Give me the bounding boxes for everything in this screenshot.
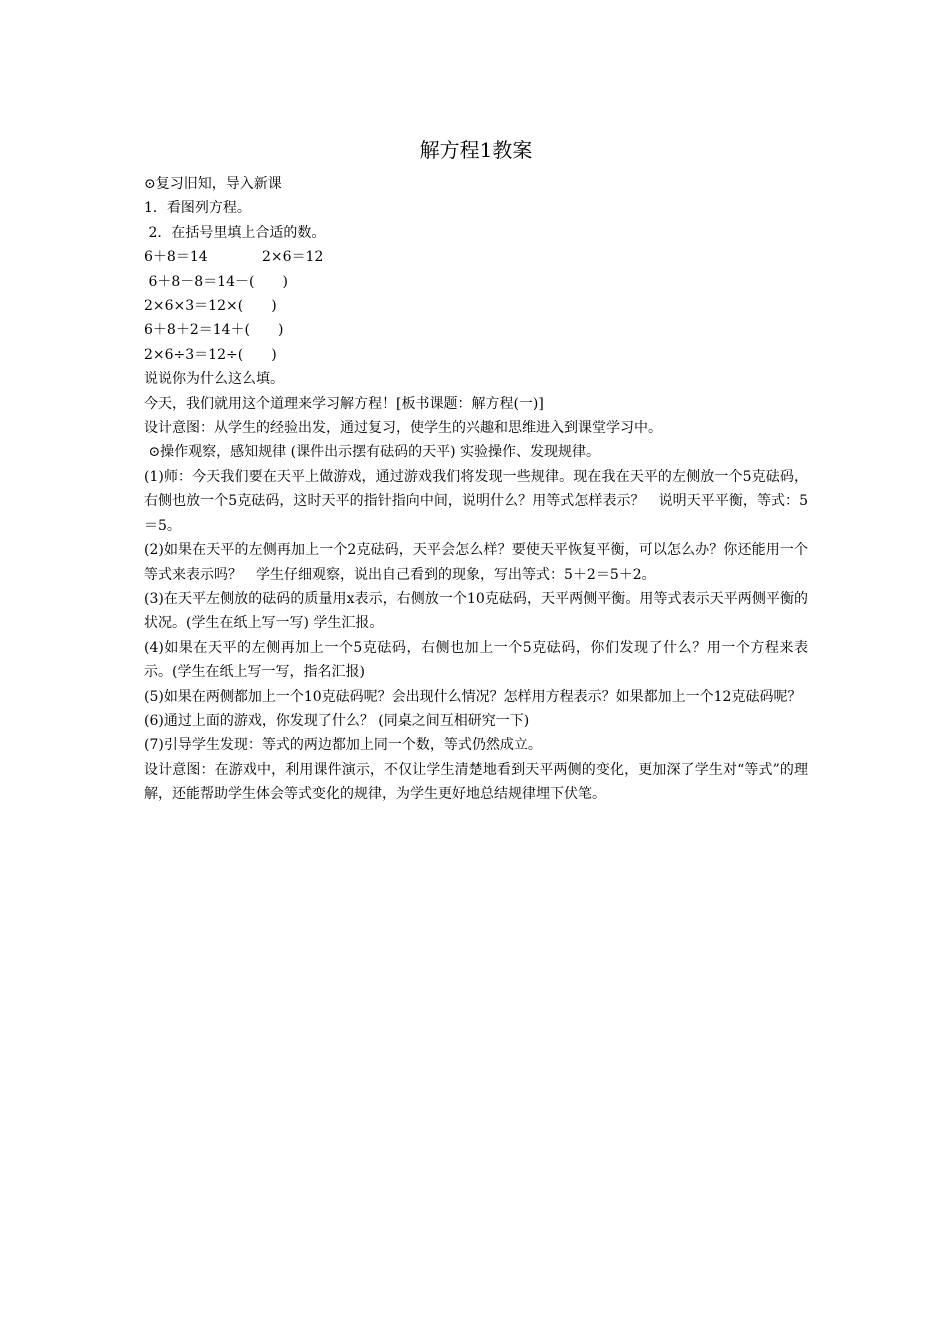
equation: 2×6×3＝12×( )	[144, 298, 277, 315]
section-heading-operation: ⊙操作观察，感知规律 (课件出示摆有砝码的天平) 实验操作、发现规律。	[144, 444, 601, 461]
list-item: 1．看图列方程。	[144, 200, 251, 217]
step-paragraph: (5)如果在两侧都加上一个10克砝码呢？会出现什么情况？怎样用方程表示？如果都加上一个12克砝码呢？	[144, 688, 802, 705]
step-paragraph: (3)在天平左侧放的砝码的质量用x表示，右侧放一个10克砝码，天平两侧平衡。用等式表示天平两侧平衡的状况。(学生在纸上写一写) 学生汇报。	[144, 590, 808, 632]
explain-line: 说说你为什么这么填。	[144, 371, 284, 388]
step-paragraph: (1)师：今天我们要在天平上做游戏，通过游戏我们将发现一些规律。现在我在天平的左侧放一个5克砝码，右侧也放一个5克砝码，这时天平的指针指向中间，说明什么？用等式怎样表示？ 说明天平平衡，等式：5＝5。	[144, 468, 808, 534]
document-title: 解方程1教案	[419, 138, 533, 162]
design-intent: 设计意图：从学生的经验出发，通过复习，使学生的兴趣和思维进入到课堂学习中。	[144, 420, 662, 437]
equation: 2×6＝12	[262, 249, 324, 266]
equation: 2×6÷3＝12÷( )	[144, 346, 277, 363]
step-paragraph: (4)如果在天平的左侧再加上一个5克砝码，右侧也加上一个5克砝码，你们发现了什么？用一个方程来表示。(学生在纸上写一写，指名汇报)	[144, 639, 808, 681]
equation-row	[144, 245, 808, 269]
document-page	[144, 132, 808, 807]
equation: 6＋8＝14	[144, 249, 208, 266]
step-paragraph: (7)引导学生发现：等式的两边都加上同一个数，等式仍然成立。	[144, 737, 542, 754]
today-line: 今天，我们就用这个道理来学习解方程！[板书课题：解方程(一)]	[144, 395, 544, 412]
section-heading-review: ⊙复习旧知，导入新课	[144, 176, 282, 192]
step-paragraph: (2)如果在天平的左侧再加上一个2克砝码，天平会怎么样？要使天平恢复平衡，可以怎么办？你还能用一个等式来表示吗？ 学生仔细观察，说出自己看到的现象，写出等式：5＋2＝5＋2。	[144, 542, 808, 583]
design-intent: 设计意图：在游戏中，利用课件演示，不仅让学生清楚地看到天平两侧的变化，更加深了学生对“等式”的理解，还能帮助学生体会等式变化的规律，为学生更好地总结规律埋下伏笔。	[144, 761, 808, 803]
step-paragraph: (6)通过上面的游戏，你发现了什么？ (同桌之间互相研究一下)	[144, 712, 530, 729]
equation: 6＋8－8＝14－( )	[144, 273, 288, 290]
equation: 6＋8＋2＝14＋( )	[144, 322, 284, 339]
list-item: 2．在括号里填上合适的数。	[144, 224, 326, 241]
